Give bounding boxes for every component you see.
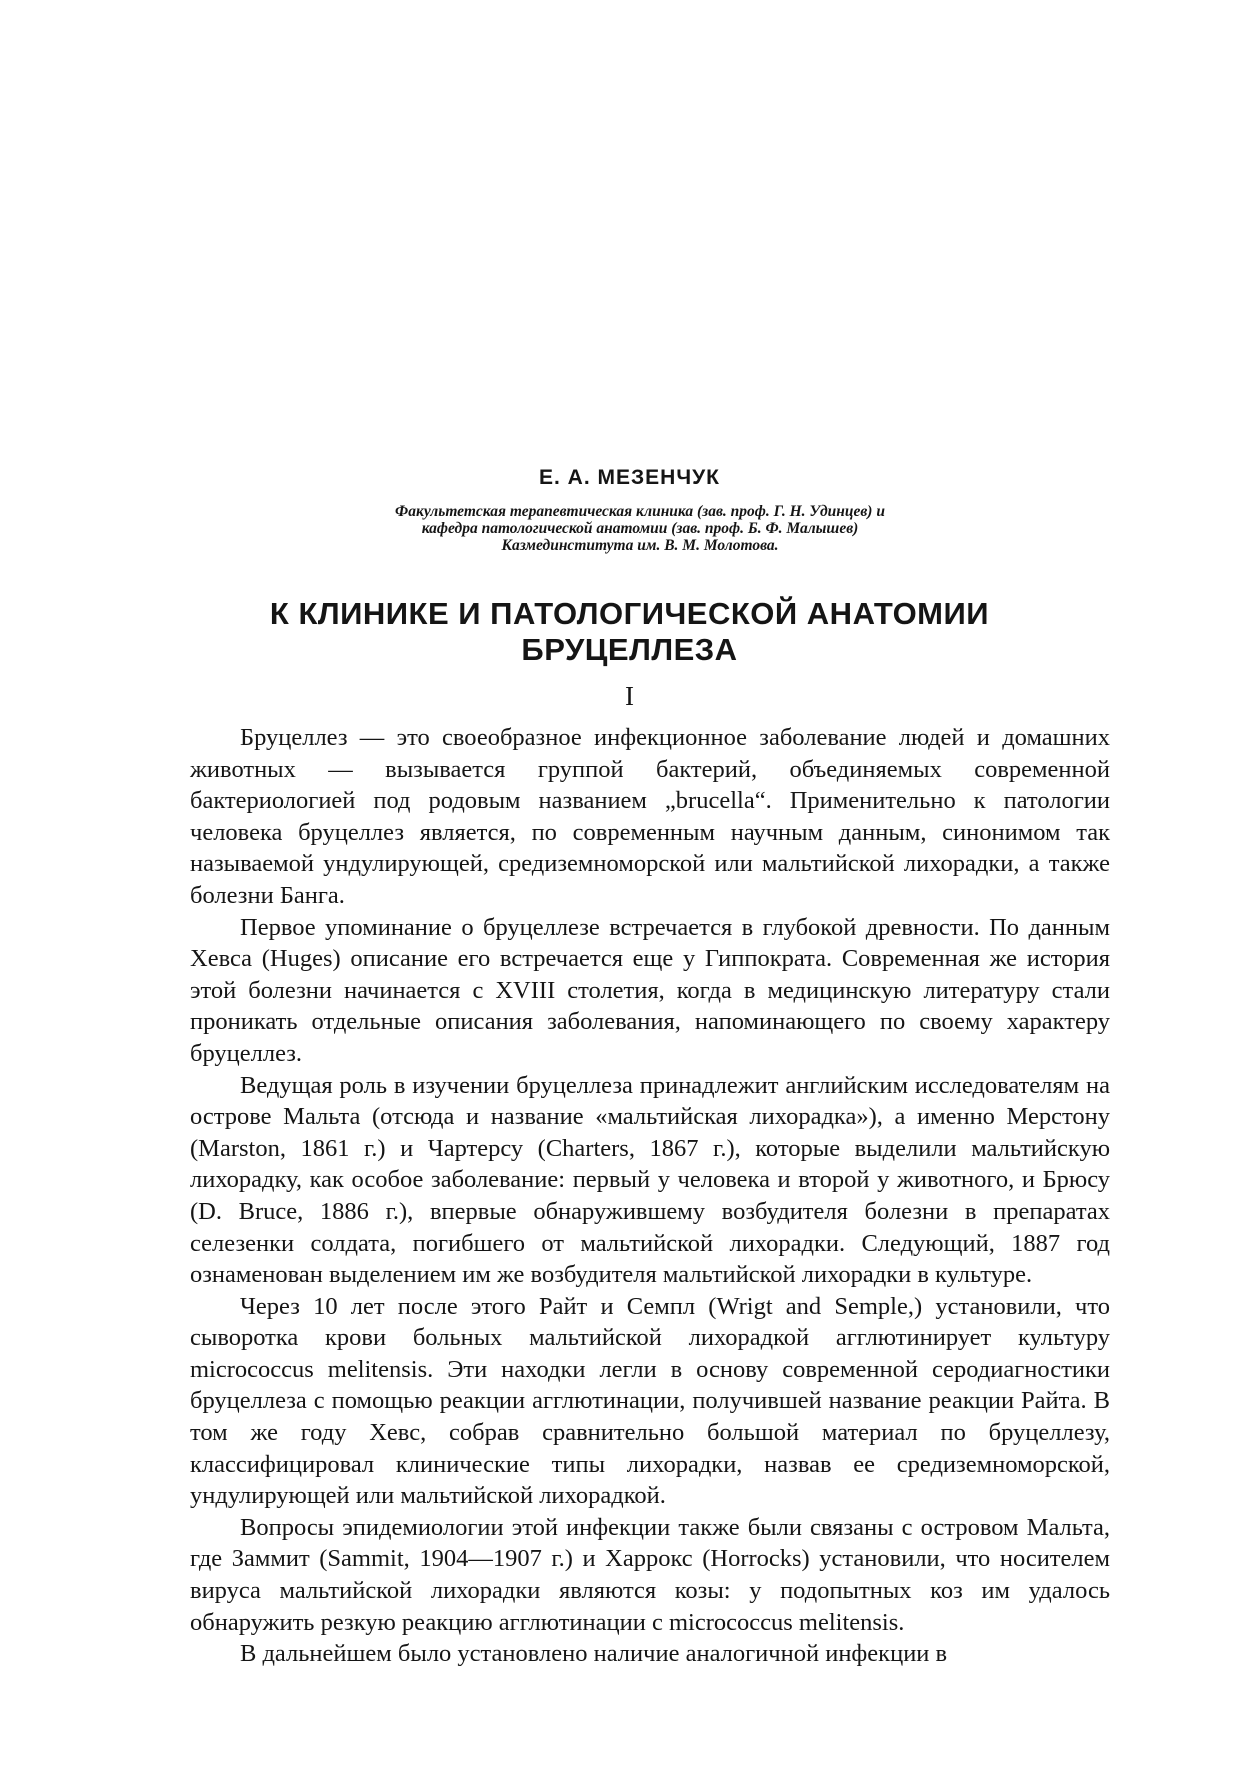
paragraph-5: Вопросы эпидемиологии этой инфекции также были связаны с островом Мальта, где Заммит (Sammit, 1904—1907 г.) и Харрокс (Horrocks) установили, что носителем вируса мальтийской лихорадки являются козы: у подопытных коз им удалось обнаружить резкую реакцию агглютинации с micrococcus melitensis. [190, 1513, 1110, 1636]
paragraph-6: В дальнейшем было установлено наличие аналогичной инфекции в [240, 1640, 948, 1668]
paragraph-1: Бруцеллез — это своеобразное инфекционное заболевание людей и домашних животных — вызывается группой бактерий, объединяемых современной бактериологией под родовым названием „brucella“. Применительно к патологии человека бруцеллез является, по современным научным данным, синонимом так называемой ундулирующей, средиземноморской или мальтийской лихорадки, а также болезни Банга. [190, 724, 1110, 909]
section-number: I [625, 681, 634, 711]
paragraph-4: Через 10 лет после этого Райт и Семпл (Wrigt and Semple,) установили, что сыворотка крови больных мальтийской лихорадкой агглютинирует культуру micrococcus melitensis. Эти находки легли в основу современной серодиагностики бруцеллеза с помощью реакции агглютинации, получившей название реакции Райта. В том же году Хевс, собрав сравнительно большой материал по бруцеллезу, классифицировал клинические типы лихорадки, назвав ее средиземноморской, ундулирующей или мальтийской лихорадкой. [190, 1292, 1110, 1510]
author-name: Е. А. МЕЗЕНЧУК [539, 466, 720, 489]
article-title-line-2: БРУЦЕЛЛЕЗА [521, 632, 738, 667]
author-affiliation: Факультетская терапевтическая клиника (зав. проф. Г. Н. Удинцев) и кафедра патологической анатомии (зав. проф. Б. Ф. Малышев) Казмединститута им. В. М. Молотова. [395, 503, 885, 554]
paragraph-3: Ведущая роль в изучении бруцеллеза принадлежит английским исследователям на острове Мальта (отсюда и название «мальтийская лихорадка»), а именно Мерстону (Marston, 1861 г.) и Чартерсу (Charters, 1867 г.), которые выделили мальтийскую лихорадку, как особое заболевание: первый у человека и второй у животного, и Брюсу (D. Bruce, 1886 г.), впервые обнаружившему возбудителя болезни в препаратах селезенки солдата, погибшего от мальтийской лихорадки. Следующий, 1887 год ознаменован выделением им же возбудителя мальтийской лихорадки в культуре. [190, 1071, 1110, 1289]
article-title [0, 596, 1259, 668]
paragraph-2: Первое упоминание о бруцеллезе встречается в глубокой древности. По данным Хевса (Huges) описание его встречается еще у Гиппократа. Современная же история этой болезни начинается с XVIII столетия, когда в медицинскую литературу стали проникать отдельные описания заболевания, напоминающего по своему характеру бруцеллез. [190, 913, 1110, 1067]
article-title-line-1: К КЛИНИКЕ И ПАТОЛОГИЧЕСКОЙ АНАТОМИИ [269, 596, 990, 631]
article-body [190, 722, 1110, 1670]
